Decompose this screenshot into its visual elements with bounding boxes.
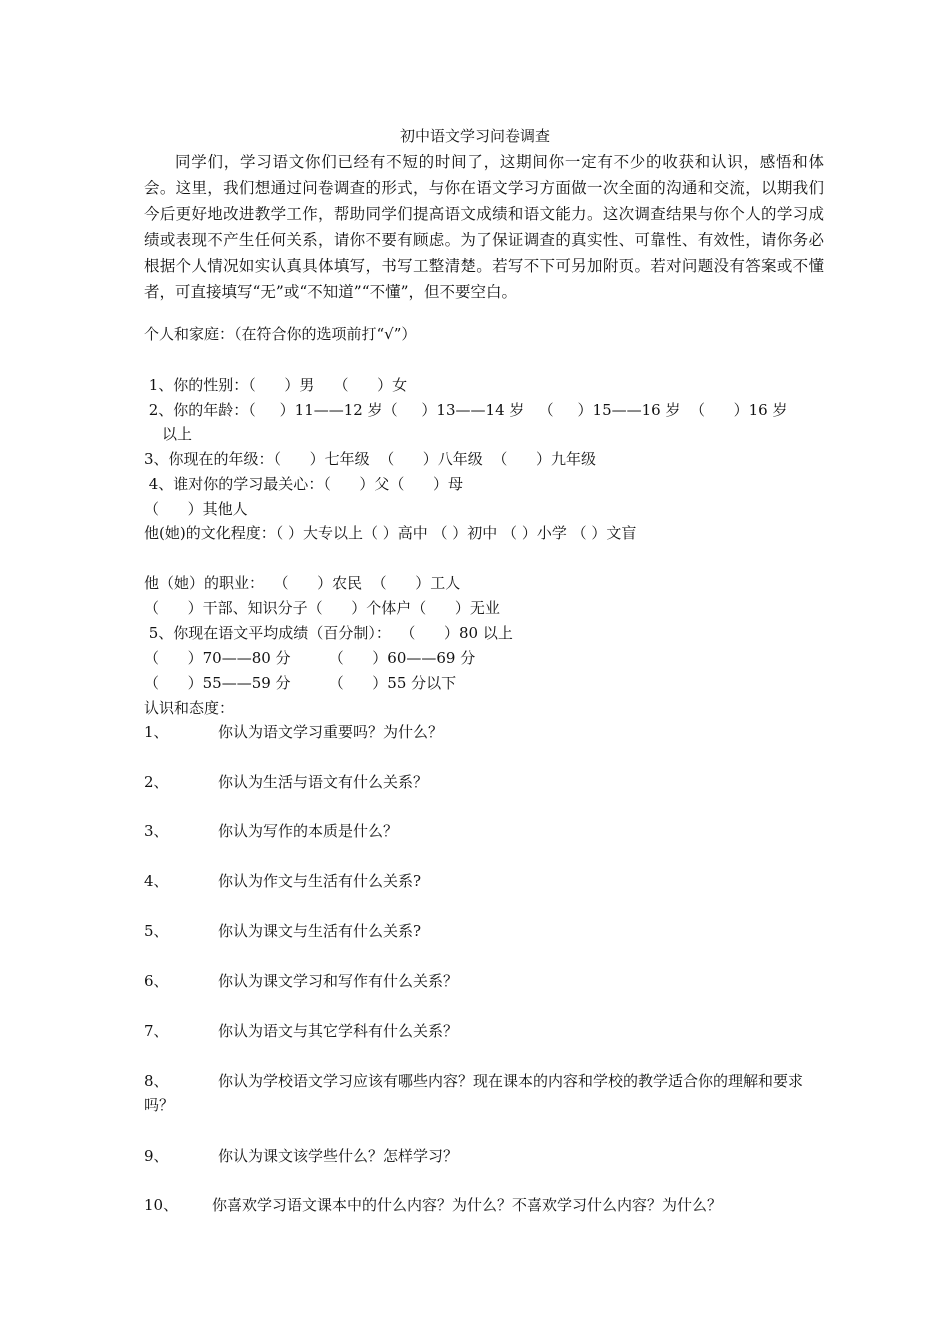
question-text: 你认为作文与生活有什么关系? [218,872,422,890]
question-text: 你认为语文与其它学科有什么关系？ [218,1022,459,1040]
question-number: 3、 [144,822,169,840]
question-education: 他(她)的文化程度：（ ）大专以上（ ）高中 （ ）初中 （ ）小学 （ ）文盲 [144,524,637,542]
question-caregiver-other: （ ）其他人 [144,500,248,518]
question-number: 6、 [144,972,169,990]
attitude-question-8 [144,1069,824,1117]
attitude-question-9 [144,1144,824,1168]
question-number: 1、 [144,723,169,741]
page-title: 初中语文学习问卷调查 [399,127,550,145]
question-text: 你认为写作的本质是什么？ [218,822,399,840]
question-caregiver: 4、谁对你的学习最关心：（ ）父（ ）母 [144,475,464,493]
question-number: 10、 [144,1196,179,1214]
question-age-continued: 以上 [162,425,193,443]
section-attitude-heading: 认识和态度： [144,699,235,717]
attitude-question-5 [144,919,824,943]
question-occupation-options: （ ）干部、知识分子（ ）个体户（ ）无业 [144,599,500,617]
attitude-question-3 [144,819,824,843]
question-number: 4、 [144,872,169,890]
question-occupation: 他（她）的职业： （ ）农民 （ ）工人 [144,574,461,592]
question-text: 你认为课文该学些什么？怎样学习？ [218,1147,459,1165]
question-text: 你认为学校语文学习应该有哪些内容？现在课本的内容和学校的教学适合你的理解和要求吗？ [144,1072,804,1114]
question-number: 7、 [144,1022,169,1040]
question-grade: 3、你现在的年级：（ ）七年级 （ ）八年级 （ ）九年级 [144,450,596,468]
attitude-question-7 [144,1019,824,1043]
question-number: 5、 [144,922,169,940]
question-text: 你认为课文与生活有什么关系? [218,922,422,940]
question-score: 5、你现在语文平均成绩（百分制）： （ ）80 以上 [144,624,513,642]
question-score-options-1: （ ）70——80 分 （ ）60——69 分 [144,649,476,667]
attitude-question-10 [144,1193,824,1217]
intro-paragraph: 同学们，学习语文你们已经有不短的时间了，这期间你一定有不少的收获和认识，感悟和体会。这里，我们想通过问卷调查的形式，与你在语文学习方面做一次全面的沟通和交流，以期我们今后更好地改进教学工作，帮助同学们提高语文成绩和语文能力。这次调查结果与你个人的学习成绩或表现不产生任何关系，请你不要有顾虑。为了保证调查的真实性、可靠性、有效性，请你务必根据个人情况如实认真具体填写，书写工整清楚。若写不下可另加附页。若对问题没有答案或不懂者，可直接填写“无”或“不知道”“不懂”，但不要空白。 [144,153,824,301]
question-text: 你认为语文学习重要吗？为什么？ [218,723,444,741]
question-number: 9、 [144,1147,169,1165]
question-number: 8、 [144,1072,169,1090]
section-personal-heading: 个人和家庭：（在符合你的选项前打“√”） [144,325,417,343]
question-score-options-2: （ ）55——59 分 （ ）55 分以下 [144,674,457,692]
question-text: 你喜欢学习语文课本中的什么内容？为什么？不喜欢学习什么内容？为什么？ [212,1196,723,1214]
attitude-question-2 [144,770,824,794]
question-gender: 1、你的性别：（ ）男 （ ）女 [144,376,408,394]
question-text: 你认为课文学习和写作有什么关系？ [218,972,459,990]
attitude-question-4 [144,869,824,893]
question-text: 你认为生活与语文有什么关系？ [218,773,429,791]
attitude-question-1 [144,720,824,744]
question-age: 2、你的年龄：（ ）11——12 岁（ ）13——14 岁 （ ）15——16 岁 （ ）16 岁 [144,401,788,419]
attitude-question-6 [144,969,824,993]
question-number: 2、 [144,773,169,791]
